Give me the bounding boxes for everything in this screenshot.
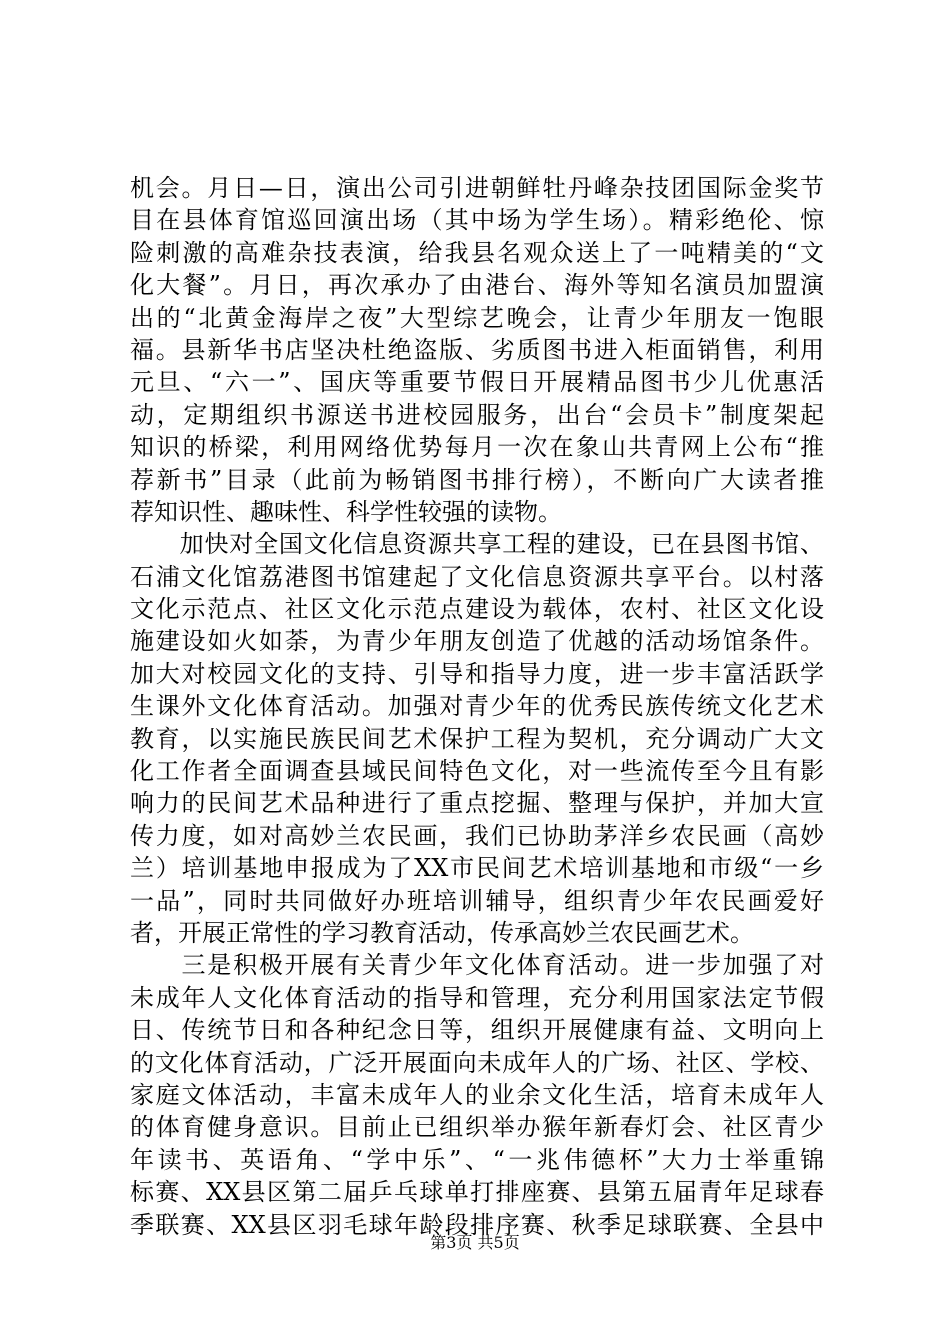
text-line: 未成年人文化体育活动的指导和管理，充分利用国家法定节假	[130, 983, 824, 1012]
text-line: 一品”，同时共同做好办班培训辅导，组织青少年农民画爱好	[130, 886, 824, 915]
text-line: 知识的桥梁，利用网络优势每月一次在象山共青网上公布“推	[130, 433, 824, 462]
text-line: 机会。月日—日，演出公司引进朝鲜牡丹峰杂技团国际金奖节	[130, 174, 824, 202]
text-line: 文化示范点、社区文化示范点建设为载体，农村、社区文化设	[130, 595, 824, 624]
text-line: 目在县体育馆巡回演出场（其中场为学生场）。精彩绝伦、惊	[130, 206, 824, 235]
text-line: 教育，以实施民族民间艺术保护工程为契机，充分调动广大文	[130, 724, 824, 753]
text-line: 加快对全国文化信息资源共享工程的建设，已在县图书馆、	[130, 530, 824, 559]
page-number-label: 第3页 共5页	[430, 1233, 520, 1252]
text-line: 的文化体育活动，广泛开展面向未成年人的广场、社区、学校、	[130, 1048, 824, 1077]
text-line: 响力的民间艺术品种进行了重点挖掘、整理与保护，并加大宣	[130, 789, 824, 818]
text-line: 出的“北黄金海岸之夜”大型综艺晚会，让青少年朋友一饱眼	[130, 303, 824, 332]
text-line: 三是积极开展有关青少年文化体育活动。进一步加强了对	[130, 951, 824, 980]
text-line: 荐新书”目录（此前为畅销图书排行榜），不断向广大读者推	[130, 465, 824, 494]
text-line: 荐知识性、趣味性、科学性较强的读物。	[130, 497, 562, 526]
text-line: 季联赛、XX县区羽毛球年龄段排序赛、秋季足球联赛、全县中	[130, 1210, 824, 1239]
text-line: 动，定期组织书源送书进校园服务，出台“会员卡”制度架起	[130, 400, 824, 429]
document-body	[130, 172, 824, 1241]
page-footer	[0, 1233, 950, 1253]
text-line: 标赛、XX县区第二届乒乓球单打排座赛、县第五届青年足球春	[130, 1178, 824, 1207]
text-line: 福。县新华书店坚决杜绝盗版、劣质图书进入柜面销售，利用	[130, 335, 824, 364]
text-line: 兰）培训基地申报成为了XX市民间艺术培训基地和市级“一乡	[130, 854, 824, 883]
text-line: 施建设如火如荼，为青少年朋友创造了优越的活动场馆条件。	[130, 627, 824, 656]
text-line: 加大对校园文化的支持、引导和指导力度，进一步丰富活跃学	[130, 659, 824, 688]
text-line: 传力度，如对高妙兰农民画，我们已协助茅洋乡农民画（高妙	[130, 821, 824, 850]
text-line: 石浦文化馆荔港图书馆建起了文化信息资源共享平台。以村落	[130, 562, 824, 591]
text-line: 化工作者全面调查县域民间特色文化，对一些流传至今且有影	[130, 757, 824, 786]
text-line: 化大餐”。月日，再次承办了由港台、海外等知名演员加盟演	[130, 271, 824, 300]
text-line: 者，开展正常性的学习教育活动，传承高妙兰农民画艺术。	[130, 918, 754, 947]
text-line: 险刺激的高难杂技表演，给我县名观众送上了一吨精美的“文	[130, 238, 824, 267]
text-line: 家庭文体活动，丰富未成年人的业余文化生活，培育未成年人	[130, 1080, 824, 1109]
text-line: 年读书、英语角、“学中乐”、“一兆伟德杯”大力士举重锦	[130, 1145, 824, 1174]
text-line: 生课外文化体育活动。加强对青少年的优秀民族传统文化艺术	[130, 692, 824, 721]
text-line: 的体育健身意识。目前止已组织举办猴年新春灯会、社区青少	[130, 1113, 824, 1142]
text-line: 日、传统节日和各种纪念日等，组织开展健康有益、文明向上	[130, 1016, 824, 1045]
text-line: 元旦、“六一”、国庆等重要节假日开展精品图书少儿优惠活	[130, 368, 824, 397]
